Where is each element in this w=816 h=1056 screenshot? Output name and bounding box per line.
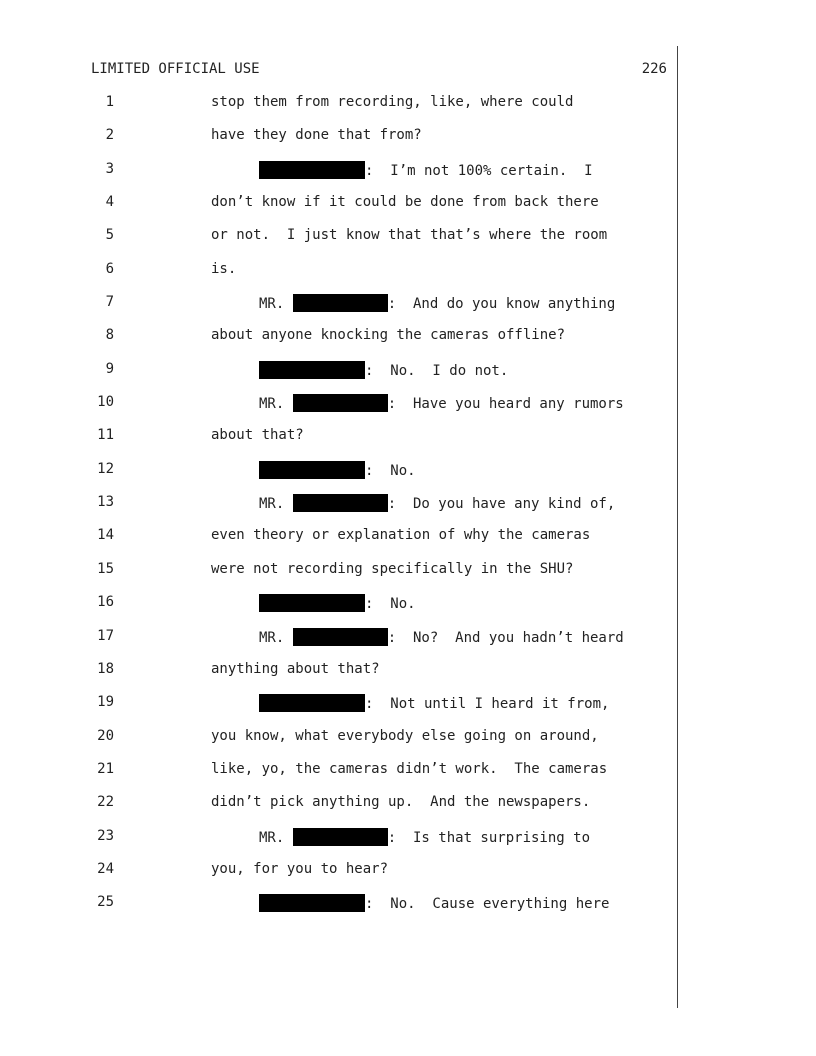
transcript-line	[0, 561, 816, 594]
redaction-box	[259, 161, 365, 179]
line-text	[259, 894, 609, 912]
transcript-line	[0, 261, 816, 294]
line-text	[259, 394, 624, 412]
line-number: 14	[97, 527, 114, 544]
line-number: 17	[97, 627, 114, 644]
line-number: 6	[105, 260, 114, 277]
line-text	[259, 361, 508, 379]
line-number: 7	[105, 294, 114, 311]
line-number: 2	[105, 127, 114, 144]
spoken-text: have they done that from?	[211, 127, 422, 144]
spoken-text: : No? And you hadn’t heard	[387, 629, 624, 646]
page-number: 226	[641, 61, 667, 77]
spoken-text: : Not until I heard it from,	[365, 696, 610, 713]
redaction-box	[293, 828, 388, 846]
transcript-line	[0, 461, 816, 494]
redaction-box	[259, 361, 365, 379]
spoken-text: : I’m not 100% certain. I	[365, 162, 593, 179]
line-number: 13	[97, 494, 114, 511]
line-text	[259, 594, 416, 612]
line-text	[211, 427, 304, 443]
line-number: 24	[97, 860, 114, 877]
transcript-line	[0, 361, 816, 394]
line-text	[211, 728, 599, 744]
line-number: 15	[97, 560, 114, 577]
transcript-line	[0, 394, 816, 427]
spoken-text: were not recording specifically in the SHU?	[211, 560, 574, 577]
spoken-text: like, yo, the cameras didn’t work. The cameras	[211, 760, 608, 777]
line-text	[259, 628, 624, 646]
line-text	[211, 94, 573, 110]
line-number: 5	[105, 227, 114, 244]
line-number: 12	[97, 460, 114, 477]
transcript-line	[0, 327, 816, 360]
spoken-text: : No. Cause everything here	[365, 896, 610, 913]
redaction-box	[259, 894, 365, 912]
transcript-line	[0, 227, 816, 260]
transcript-line	[0, 527, 816, 560]
speaker-prefix: MR.	[259, 296, 293, 313]
line-text	[211, 327, 565, 343]
line-text	[259, 694, 609, 712]
line-text	[211, 194, 599, 210]
spoken-text: : Do you have any kind of,	[387, 496, 616, 513]
transcript-line	[0, 794, 816, 827]
transcript-line	[0, 194, 816, 227]
line-number: 9	[105, 360, 114, 377]
spoken-text: stop them from recording, like, where could	[211, 94, 574, 110]
speaker-prefix: MR.	[259, 496, 293, 513]
spoken-text: about that?	[211, 427, 304, 444]
line-text	[211, 261, 236, 277]
transcript-line	[0, 828, 816, 861]
line-text	[211, 527, 590, 543]
spoken-text: : Have you heard any rumors	[387, 396, 624, 413]
transcript-line	[0, 161, 816, 194]
transcript-line	[0, 894, 816, 927]
transcript-line	[0, 761, 816, 794]
spoken-text: didn’t pick anything up. And the newspapers.	[211, 794, 591, 811]
line-text	[259, 294, 615, 312]
transcript-line	[0, 694, 816, 727]
transcript-line	[0, 628, 816, 661]
spoken-text: or not. I just know that that’s where the room	[211, 227, 608, 244]
transcript-line	[0, 661, 816, 694]
line-text	[259, 828, 590, 846]
speaker-prefix: MR.	[259, 396, 293, 413]
redaction-box	[293, 628, 388, 646]
line-number: 4	[105, 194, 114, 211]
redaction-box	[293, 494, 388, 512]
spoken-text: : No.	[365, 596, 416, 613]
classification-header: LIMITED OFFICIAL USE	[91, 61, 260, 77]
spoken-text: is.	[211, 260, 237, 277]
line-number: 8	[105, 327, 114, 344]
line-number: 25	[97, 894, 114, 911]
line-number: 19	[97, 694, 114, 711]
spoken-text: you, for you to hear?	[211, 860, 389, 877]
line-number: 22	[97, 794, 114, 811]
line-text	[211, 761, 607, 777]
transcript-line	[0, 728, 816, 761]
transcript-line	[0, 494, 816, 527]
spoken-text: even theory or explanation of why the cameras	[211, 527, 591, 544]
line-number: 21	[97, 760, 114, 777]
line-number: 3	[105, 160, 114, 177]
line-number: 16	[97, 594, 114, 611]
spoken-text: you know, what everybody else going on around,	[211, 727, 599, 744]
speaker-prefix: MR.	[259, 829, 293, 846]
redaction-box	[293, 394, 388, 412]
spoken-text: about anyone knocking the cameras offline?	[211, 327, 566, 344]
transcript-line	[0, 94, 816, 127]
spoken-text: : No.	[365, 462, 416, 479]
spoken-text: don’t know if it could be done from back there	[211, 194, 599, 211]
line-number: 11	[97, 427, 114, 444]
line-text	[211, 127, 422, 143]
transcript-line	[0, 594, 816, 627]
line-number: 1	[105, 94, 114, 110]
line-text	[211, 794, 590, 810]
spoken-text: anything about that?	[211, 660, 380, 677]
transcript-line	[0, 427, 816, 460]
line-text	[259, 494, 615, 512]
line-text	[211, 661, 380, 677]
line-text	[259, 461, 416, 479]
redaction-box	[259, 461, 365, 479]
line-text	[211, 861, 388, 877]
spoken-text: : No. I do not.	[365, 362, 509, 379]
line-text	[211, 227, 607, 243]
transcript-line	[0, 861, 816, 894]
redaction-box	[259, 594, 365, 612]
spoken-text: : Is that surprising to	[387, 829, 591, 846]
line-number: 10	[97, 394, 114, 411]
line-number: 20	[97, 727, 114, 744]
line-number: 23	[97, 827, 114, 844]
redaction-box	[293, 294, 388, 312]
transcript-line	[0, 294, 816, 327]
line-text	[211, 561, 573, 577]
transcript-lines	[0, 94, 816, 928]
line-text	[259, 161, 593, 179]
speaker-prefix: MR.	[259, 629, 293, 646]
spoken-text: : And do you know anything	[387, 296, 616, 313]
transcript-line	[0, 127, 816, 160]
line-number: 18	[97, 660, 114, 677]
redaction-box	[259, 694, 365, 712]
